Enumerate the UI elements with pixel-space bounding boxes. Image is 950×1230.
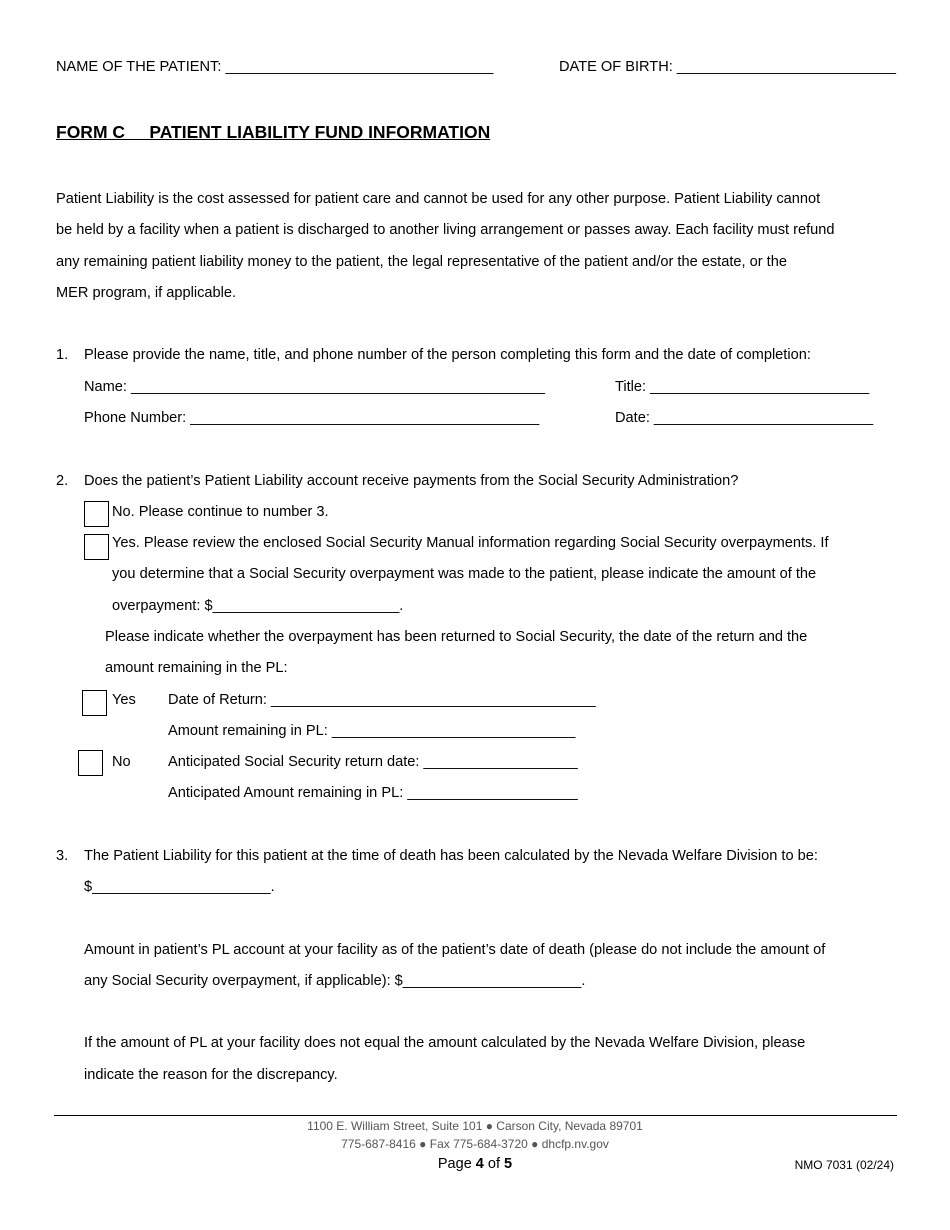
returned-no-checkbox[interactable]	[78, 750, 103, 776]
q3-text: The Patient Liability for this patient at the time of death has been calculated by the Nevada Welfare Division to be:	[84, 848, 818, 864]
overpayment-amount-field[interactable]: overpayment: $_______________________.	[112, 598, 404, 614]
footer-address: 1100 E. William Street, Suite 101 ● Carson City, Nevada 89701	[307, 1119, 643, 1133]
q3-number: 3.	[56, 848, 69, 864]
pl-account-text-1: Amount in patient’s PL account at your facility as of the patient’s date of death (please do not include the amount of	[84, 942, 826, 958]
q2-number: 2.	[56, 473, 69, 489]
returned-yes-label: Yes	[112, 692, 136, 708]
returned-instruction-2: amount remaining in the PL:	[105, 660, 288, 676]
q2-no-checkbox[interactable]	[84, 501, 109, 527]
page-total: 5	[504, 1156, 513, 1172]
amount-remaining-field[interactable]: Amount remaining in PL: ______________________________	[168, 723, 576, 739]
footer-contact: 775-687-8416 ● Fax 775-684-3720 ● dhcfp.nv.gov	[341, 1137, 609, 1151]
q2-yes-label-2: you determine that a Social Security overpayment was made to the patient, please indicate the amount of the	[112, 566, 817, 582]
q1-text: Please provide the name, title, and phone number of the person completing this form and the date of completion:	[84, 347, 811, 363]
form-code: NMO 7031 (02/24)	[794, 1158, 894, 1172]
page-of: of	[483, 1156, 505, 1172]
footer-divider	[54, 1115, 897, 1116]
date-of-birth-field[interactable]: DATE OF BIRTH: ___________________________	[559, 59, 896, 75]
patient-name-field[interactable]: NAME OF THE PATIENT: _________________________________	[56, 59, 494, 75]
completion-date-field[interactable]: Date: ___________________________	[615, 410, 874, 426]
anticipated-amount-field[interactable]: Anticipated Amount remaining in PL: _____________________	[168, 785, 578, 801]
q2-yes-checkbox[interactable]	[84, 534, 109, 560]
q2-text: Does the patient’s Patient Liability account receive payments from the Social Security Administration?	[84, 473, 739, 489]
completer-title-field[interactable]: Title: ___________________________	[615, 379, 870, 395]
form-title: FORM C PATIENT LIABILITY FUND INFORMATION	[56, 122, 491, 142]
intro-line-2: be held by a facility when a patient is discharged to another living arrangement or passes away. Each facility must refund	[56, 222, 835, 238]
intro-line-3: any remaining patient liability money to the patient, the legal representative of the patient and/or the estate, or the	[56, 254, 787, 270]
intro-line-4: MER program, if applicable.	[56, 285, 237, 301]
returned-no-label: No	[112, 754, 131, 770]
q2-no-label: No. Please continue to number 3.	[112, 504, 329, 520]
discrepancy-text-2: indicate the reason for the discrepancy.	[84, 1067, 338, 1083]
date-of-return-field[interactable]: Date of Return: ________________________________________	[168, 692, 596, 708]
completer-phone-field[interactable]: Phone Number: ___________________________________________	[84, 410, 540, 426]
pl-account-amount-field[interactable]: any Social Security overpayment, if applicable): $______________________.	[84, 973, 586, 989]
q1-number: 1.	[56, 347, 69, 363]
q2-yes-label-1: Yes. Please review the enclosed Social Security Manual information regarding Social Security overpayments. If	[112, 535, 829, 551]
intro-line-1: Patient Liability is the cost assessed for patient care and cannot be used for any other purpose. Patient Liability cannot	[56, 191, 821, 207]
returned-instruction-1: Please indicate whether the overpayment has been returned to Social Security, the date of the return and the	[105, 629, 808, 645]
completer-name-field[interactable]: Name: ___________________________________________________	[84, 379, 545, 395]
returned-yes-checkbox[interactable]	[82, 690, 107, 716]
calculated-pl-amount-field[interactable]: $______________________.	[84, 879, 275, 895]
page-current: 4	[475, 1156, 484, 1172]
anticipated-return-date-field[interactable]: Anticipated Social Security return date: ___________________	[168, 754, 578, 770]
page-prefix: Page	[437, 1156, 476, 1172]
discrepancy-text-1: If the amount of PL at your facility does not equal the amount calculated by the Nevada Welfare Division, please	[84, 1035, 806, 1051]
